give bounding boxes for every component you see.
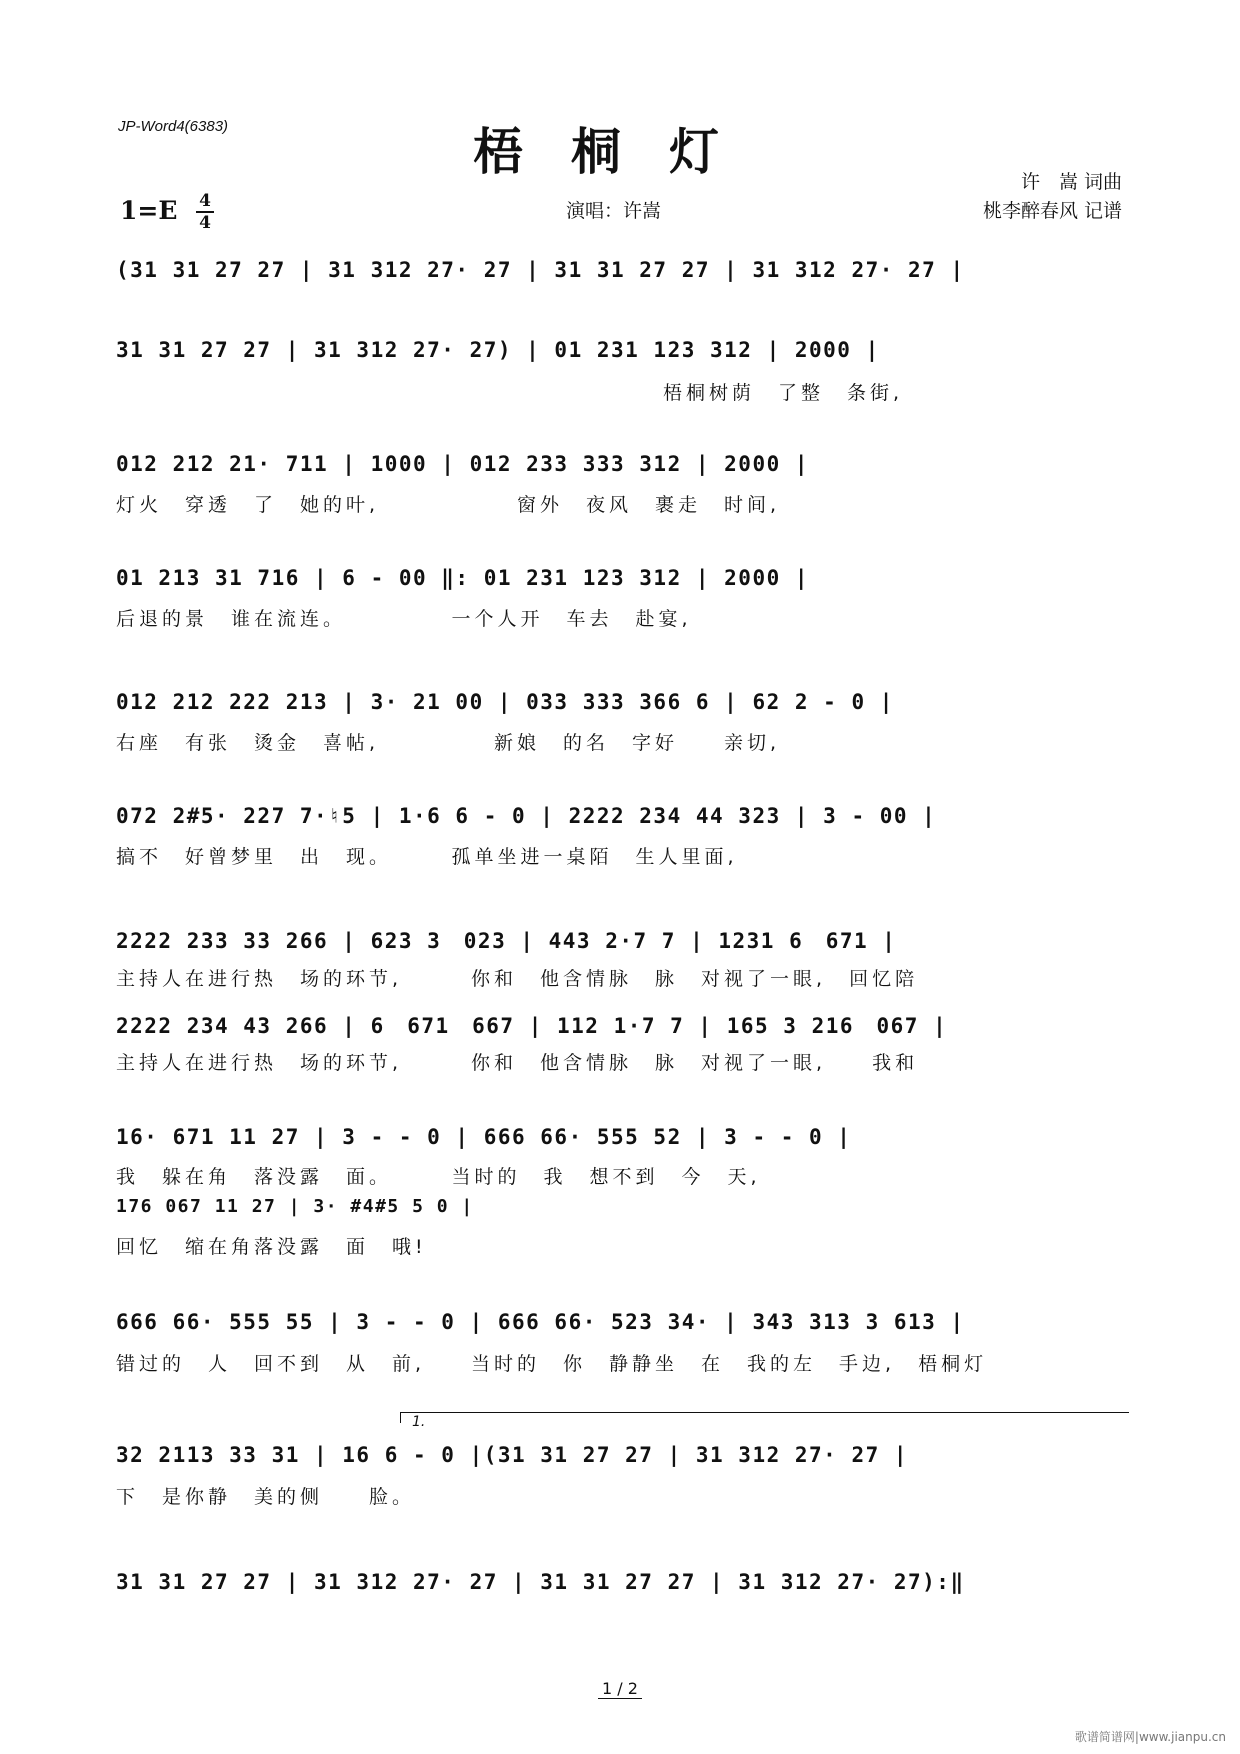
- transcriber-credit: 桃李醉春风 记谱: [982, 200, 1122, 222]
- source-label: JP-Word4(6383): [118, 118, 229, 135]
- composer-credit: 许 嵩 词曲: [1020, 171, 1122, 193]
- volta-bracket: [400, 1412, 1129, 1423]
- time-signature-bottom: 4: [199, 213, 211, 233]
- notation-line: 16· 671 11 27 | 3 - - 0 | 666 66· 555 52 | 3 - - 0 |: [116, 1125, 852, 1149]
- watermark: 歌谱简谱网|www.jianpu.cn: [1074, 1730, 1226, 1744]
- notation-line: 2222 234 43 266 | 6 671 667 | 112 1·7 7 | 165 3 216 067 |: [116, 1014, 948, 1038]
- notation-line: 31 31 27 27 | 31 312 27· 27 | 31 31 27 27 | 31 312 27· 27):‖: [116, 1570, 965, 1594]
- notation-line: 31 31 27 27 | 31 312 27· 27) | 01 231 123 312 | 2000 |: [116, 338, 880, 362]
- key-signature: 1=E: [120, 196, 178, 225]
- page-number: [0, 1679, 1240, 1698]
- lyric-line: 下 是你静 美的侧 脸。: [116, 1486, 416, 1508]
- lyric-line: 我 躲在角 落没露 面。 当时的 我 想不到 今 天,: [116, 1166, 761, 1188]
- lyric-line: 搞不 好曾梦里 出 现。 孤单坐进一桌陌 生人里面,: [116, 846, 738, 868]
- lyric-line: 后退的景 谁在流连。 一个人开 车去 赴宴,: [116, 608, 692, 630]
- time-signature-top: 4: [199, 191, 211, 211]
- notation-line: 01 213 31 716 | 6 - 00 ‖: 01 231 123 312 | 2000 |: [116, 566, 810, 590]
- page-number-text: 1 / 2: [598, 1679, 642, 1699]
- song-title: 梧桐灯: [473, 122, 767, 181]
- volta-label: 1.: [412, 1414, 426, 1430]
- singer-label: 演唱：许嵩: [566, 200, 662, 222]
- time-signature: [193, 192, 217, 232]
- notation-line: 32 2113 33 31 | 16 6 - 0 |(31 31 27 27 | 31 312 27· 27 |: [116, 1443, 909, 1467]
- lyric-line: 右座 有张 烫金 喜帖, 新娘 的名 字好 亲切,: [116, 732, 781, 754]
- notation-line: 012 212 222 213 | 3· 21 00 | 033 333 366 6 | 62 2 - 0 |: [116, 690, 894, 714]
- lyric-line: 梧桐树荫 了整 条街,: [663, 382, 904, 404]
- lyric-line: 主持人在进行热 场的环节, 你和 他含情脉 脉 对视了一眼, 我和: [116, 1052, 919, 1074]
- notation-line: 2222 233 33 266 | 623 3 023 | 443 2·7 7 | 1231 6 671 |: [116, 929, 897, 953]
- notation-line: 666 66· 555 55 | 3 - - 0 | 666 66· 523 34· | 343 313 3 613 |: [116, 1310, 965, 1334]
- lyric-line: 灯火 穿透 了 她的叶, 窗外 夜风 裹走 时间,: [116, 494, 781, 516]
- notation-line: (31 31 27 27 | 31 312 27· 27 | 31 31 27 27 | 31 312 27· 27 |: [116, 258, 965, 282]
- notation-line: 012 212 21· 711 | 1000 | 012 233 333 312 | 2000 |: [116, 452, 810, 476]
- lyric-line: 主持人在进行热 场的环节, 你和 他含情脉 脉 对视了一眼, 回忆陪: [116, 968, 919, 990]
- lyric-line: 回忆 缩在角落没露 面 哦!: [116, 1236, 427, 1258]
- notation-line: 176 067 11 27 | 3· #4#5 5 0 |: [116, 1196, 474, 1217]
- lyric-line: 错过的 人 回不到 从 前, 当时的 你 静静坐 在 我的左 手边, 梧桐灯: [116, 1353, 988, 1375]
- notation-line: 072 2#5· 227 7·♮5 | 1·6 6 - 0 | 2222 234 44 323 | 3 - 00 |: [116, 804, 937, 828]
